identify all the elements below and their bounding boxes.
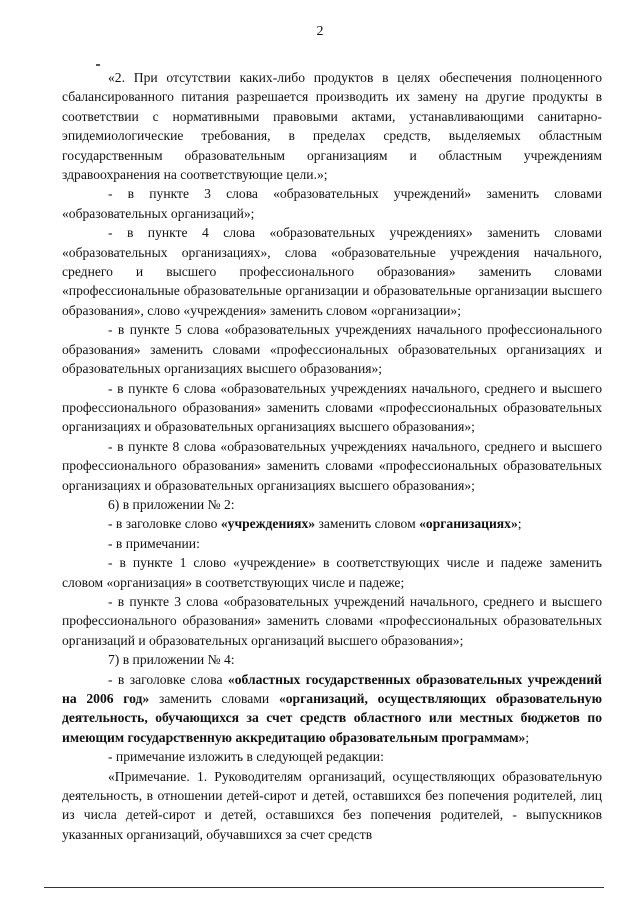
document-body bbox=[62, 68, 602, 844]
paragraph: - в примечании: bbox=[108, 535, 200, 551]
paragraph: - в пункте 1 слово «учреждение» в соответствующих числе и падеже заменить словом «организация» в соответствующих числе и падеже; bbox=[62, 555, 602, 590]
footer-rule bbox=[44, 887, 604, 888]
paragraph: - в пункте 3 слова «образовательных учреждений начального, среднего и высшего профессионального образования» заменить словами «профессиональных образовательных организаций и образовательных организаций высшего образования»; bbox=[62, 593, 602, 648]
text-run: заменить словом bbox=[315, 516, 420, 532]
paragraph: - в пункте 8 слова «образовательных учреждениях начального, среднего и высшего профессионального образования» заменить словами «профессиональных образовательных организациях и образовательных организациях высшего образования»; bbox=[62, 438, 602, 493]
bold-run: «организациях» bbox=[419, 516, 518, 532]
paragraph: «Примечание. 1. Руководителям организаций, осуществляющих образовательную деятельность, в отношении детей-сирот и детей, оставшихся без попечения родителей, лиц из числа детей-сирот и детей, оставшихся без попечения родителей, - выпускников указанных организаций, обучавшихся за счет средств bbox=[62, 768, 602, 842]
paragraph: - в пункте 4 слова «образовательных учреждениях» заменить словами «образовательных организациях», слова «образовательные учреждения начального, среднего и высшего профессионального образования» заменить словами «профессиональные образовательные организации и образовательные организации высшего образования», слово «учреждения» заменить словом «организации»; bbox=[62, 225, 602, 318]
paragraph: - примечание изложить в следующей редакции: bbox=[108, 749, 384, 765]
paragraph: - в пункте 6 слова «образовательных учреждениях начального, среднего и высшего профессионального образования» заменить словами «профессиональных образовательных организациях и образовательных организациях высшего образования»; bbox=[62, 380, 602, 435]
paragraph: - в пункте 5 слова «образовательных учреждениях начального профессионального образования» заменить словами «профессиональных образовательных организациях и образовательных организациях высшего образования»; bbox=[62, 322, 602, 377]
text-run: ; bbox=[517, 516, 522, 532]
scan-mark bbox=[96, 64, 100, 66]
bold-run: «областных государственных образовательных учреждений на 2006 год» bbox=[62, 671, 602, 706]
bold-run: «организаций, осуществляющих образовательную деятельность, обучающихся за счет средств областного или местных бюджетов по имеющим государственную аккредитацию образовательным программам» bbox=[62, 691, 602, 745]
text-run: - в заголовке слова bbox=[108, 671, 228, 687]
text-run: - в заголовке слово bbox=[108, 516, 221, 532]
paragraph-heading-change-2 bbox=[62, 514, 602, 533]
paragraph-heading-change-4 bbox=[62, 670, 602, 748]
text-run: ; bbox=[525, 729, 530, 745]
bold-run: «учреждениях» bbox=[220, 516, 316, 532]
paragraph: 6) в приложении № 2: bbox=[108, 496, 235, 512]
paragraph: 7) в приложении № 4: bbox=[108, 652, 235, 668]
page-number: 2 bbox=[316, 24, 324, 39]
text-run: заменить словами bbox=[149, 691, 279, 706]
paragraph: «2. При отсутствии каких-либо продуктов в целях обеспечения полноценного сбалансированного питания разрешается производить их замену на другие продукты в соответствии с нормативными правовыми актами, устанавливающими санитарно-эпидемиологические требования, в пределах средств, выделяемых областным государственным образовательным организациям и областным учреждениям здравоохранения на соответствующие цели.»; bbox=[62, 70, 602, 183]
paragraph: - в пункте 3 слова «образовательных учреждений» заменить словами «образовательных организаций»; bbox=[62, 186, 602, 221]
